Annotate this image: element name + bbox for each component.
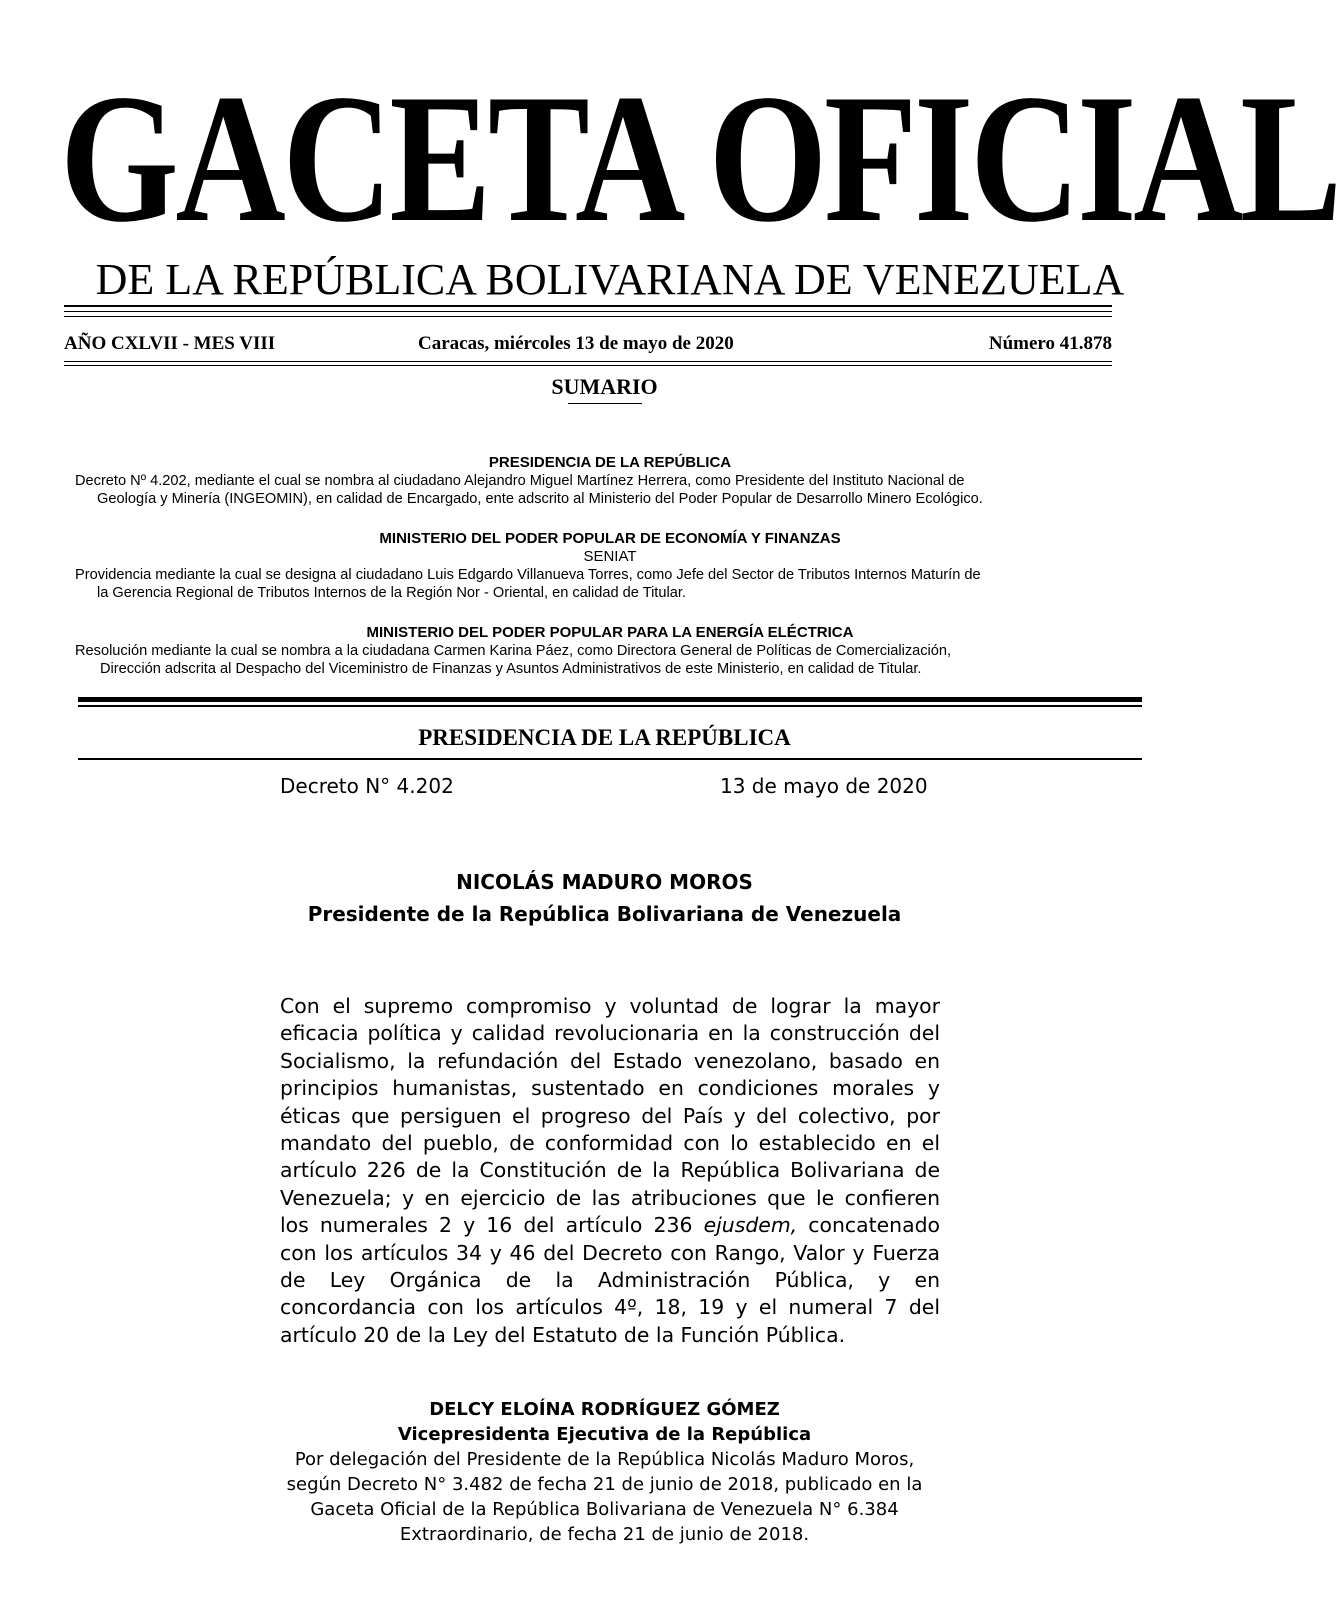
body-line: Socialismo, la refundación del Estado venezolano, basado en [280, 1048, 940, 1073]
issue-rule-bottom [64, 365, 1112, 366]
president-name: NICOLÁS MADURO MOROS [456, 870, 753, 894]
sumario-section-heading: PRESIDENCIA DE LA REPÚBLICA [488, 454, 732, 471]
sumario-section-heading: MINISTERIO DEL PODER POPULAR PARA LA ENERGÍA ELÉCTRICA [366, 624, 854, 641]
delegation-line: Por delegación del Presidente de la República Nicolás Maduro Moros, [294, 1449, 915, 1470]
section-heading-rule [78, 758, 1142, 760]
body-line-part: concatenado [808, 1213, 940, 1238]
body-line: mandato del pueblo, de conformidad con lo establecido en el [280, 1131, 940, 1156]
signatory-title: Vicepresidenta Ejecutiva de la República [397, 1424, 812, 1445]
body-line: de Ley Orgánica de la Administración Pública, y en [280, 1268, 940, 1293]
body-line: principios humanistas, sustentado en condiciones morales y [280, 1076, 940, 1101]
sumario-entry-line: Dirección adscrita al Despacho del Viceministro de Finanzas y Asuntos Administrativos de este Ministerio, en calidad de Titular. [100, 661, 922, 677]
body-line: Con el supremo compromiso y voluntad de lograr la mayor [280, 994, 940, 1018]
body-line: concordancia con los artículos 4º, 18, 19 y el numeral 7 del [280, 1295, 940, 1320]
sumario-entry-line: Resolución mediante la cual se nombra a la ciudadana Carmen Karina Páez, como Directora General de Políticas de Comercialización, [75, 643, 952, 659]
body-line: artículo 20 de la Ley del Estatuto de la Función Pública. [280, 1322, 846, 1347]
sumario-end-rule-thin [78, 705, 1142, 707]
decree-date: 13 de mayo de 2020 [720, 774, 928, 798]
masthead-subtitle: DE LA REPÚBLICA BOLIVARIANA DE VENEZUELA [95, 255, 1125, 304]
issue-date: Caracas, miércoles 13 de mayo de 2020 [418, 333, 734, 354]
body-line: artículo 226 de la Constitución de la República Bolivariana de [280, 1158, 940, 1183]
signatory-name: DELCY ELOÍNA RODRÍGUEZ GÓMEZ [429, 1399, 780, 1420]
sumario-entry-line: la Gerencia Regional de Tributos Internos de la Región Nor - Oriental, en calidad de Titular. [97, 585, 686, 601]
sumario-section-sub: SENIAT [583, 548, 637, 565]
sumario-title: SUMARIO [551, 374, 658, 399]
delegation-line: Gaceta Oficial de la República Bolivariana de Venezuela N° 6.384 [310, 1499, 899, 1520]
masthead-rule-third [64, 316, 1112, 317]
body-line-part: los numerales 2 y 16 del artículo 236 [280, 1213, 693, 1238]
masthead-rule-bottom [64, 311, 1112, 312]
decree-number: Decreto N° 4.202 [280, 774, 454, 798]
body-italic-term: ejusdem, [703, 1213, 798, 1238]
sumario-section-heading: MINISTERIO DEL PODER POPULAR DE ECONOMÍA Y FINANZAS [379, 530, 841, 547]
body-line: eficacia política y calidad revolucionaria en la construcción del [280, 1021, 940, 1046]
sumario-underline [568, 403, 642, 404]
delegation-line: Extraordinario, de fecha 21 de junio de 2018. [399, 1524, 810, 1545]
sumario-entry-line: Decreto Nº 4.202, mediante el cual se nombra al ciudadano Alejandro Miguel Martínez Herrera, como Presidente del Instituto Nacional de [75, 473, 965, 489]
masthead-title: GACETA OFICIAL [60, 56, 1339, 260]
sumario-entry-line: Geología y Minería (INGEOMIN), en calidad de Encargado, ente adscrito al Ministerio del Poder Popular de Desarrollo Minero Ecológico. [97, 491, 983, 507]
delegation-line: según Decreto N° 3.482 de fecha 21 de junio de 2018, publicado en la [286, 1474, 923, 1495]
president-title: Presidente de la República Bolivariana de Venezuela [307, 902, 902, 926]
sumario-end-rule-thick [78, 697, 1142, 702]
body-line: con los artículos 34 y 46 del Decreto con Rango, Valor y Fuerza [280, 1240, 940, 1265]
masthead-rule-top [64, 305, 1112, 307]
sumario-entry-line: Providencia mediante la cual se designa al ciudadano Luis Edgardo Villanueva Torres, como Jefe del Sector de Tributos Internos Maturín de [75, 567, 981, 583]
issue-rule-top [64, 361, 1112, 362]
decree-body-paragraph [280, 993, 940, 1349]
body-line: Venezuela; y en ejercicio de las atribuciones que le confieren [280, 1185, 940, 1210]
issue-number: Número 41.878 [988, 333, 1112, 354]
body-line-ejusdem [280, 1212, 940, 1239]
body-line: éticas que persiguen el progreso del País y del colectivo, por [280, 1103, 940, 1128]
issue-year-month: AÑO CXLVII - MES VIII [64, 333, 276, 354]
section-heading: PRESIDENCIA DE LA REPÚBLICA [418, 725, 791, 750]
